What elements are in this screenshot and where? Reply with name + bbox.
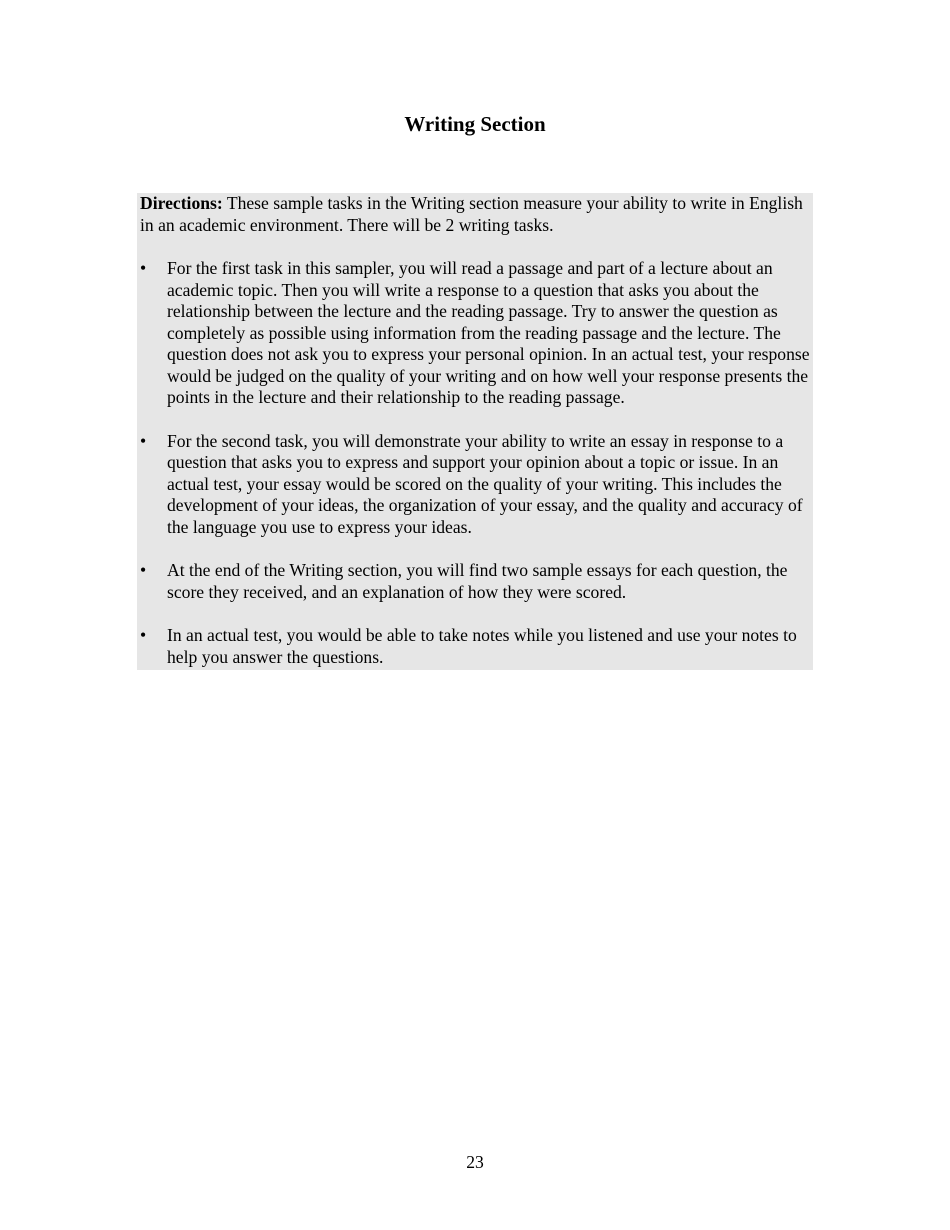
directions-label: Directions: [140,193,223,213]
bullet-icon: • [140,430,147,451]
list-item [140,431,810,539]
list-item [140,625,810,668]
page-number: 23 [466,1152,484,1172]
bullet-text: At the end of the Writing section, you will find two sample essays for each question, the score they received, and an explanation of how they were scored. [167,560,788,602]
page-title: Writing Section [404,112,546,136]
list-item [140,258,810,409]
directions-intro [140,193,810,236]
bullet-icon: • [140,625,147,645]
bullet-icon: • [140,258,147,278]
directions-list [140,258,810,668]
bullet-text: For the second task, you will demonstrate your ability to write an essay in response to a question that asks you to express and support your opinion about a topic or issue. In an actual test, your essay would be scored on the quality of your writing. This includes the development of your ideas, the organization of your essay, and the quality and accuracy of the language you use to express your ideas. [167,430,803,537]
list-item [140,560,810,603]
directions-box [137,193,813,670]
bullet-text: For the first task in this sampler, you will read a passage and part of a lecture about an academic topic. Then you will write a response to a question that asks you about the relationship between the lecture and the reading passage. Try to answer the question as completely as possible using information from the reading passage and the lecture. The question does not ask you to express your personal opinion. In an actual test, your response would be judged on the quality of your writing and on how well your response presents the points in the lecture and their relationship to the reading passage. [167,258,810,407]
bullet-icon: • [140,560,147,580]
bullet-text: In an actual test, you would be able to take notes while you listened and use your notes to help you answer the questions. [167,625,797,667]
directions-text: These sample tasks in the Writing section measure your ability to write in English in an academic environment. There will be 2 writing tasks. [140,193,803,235]
